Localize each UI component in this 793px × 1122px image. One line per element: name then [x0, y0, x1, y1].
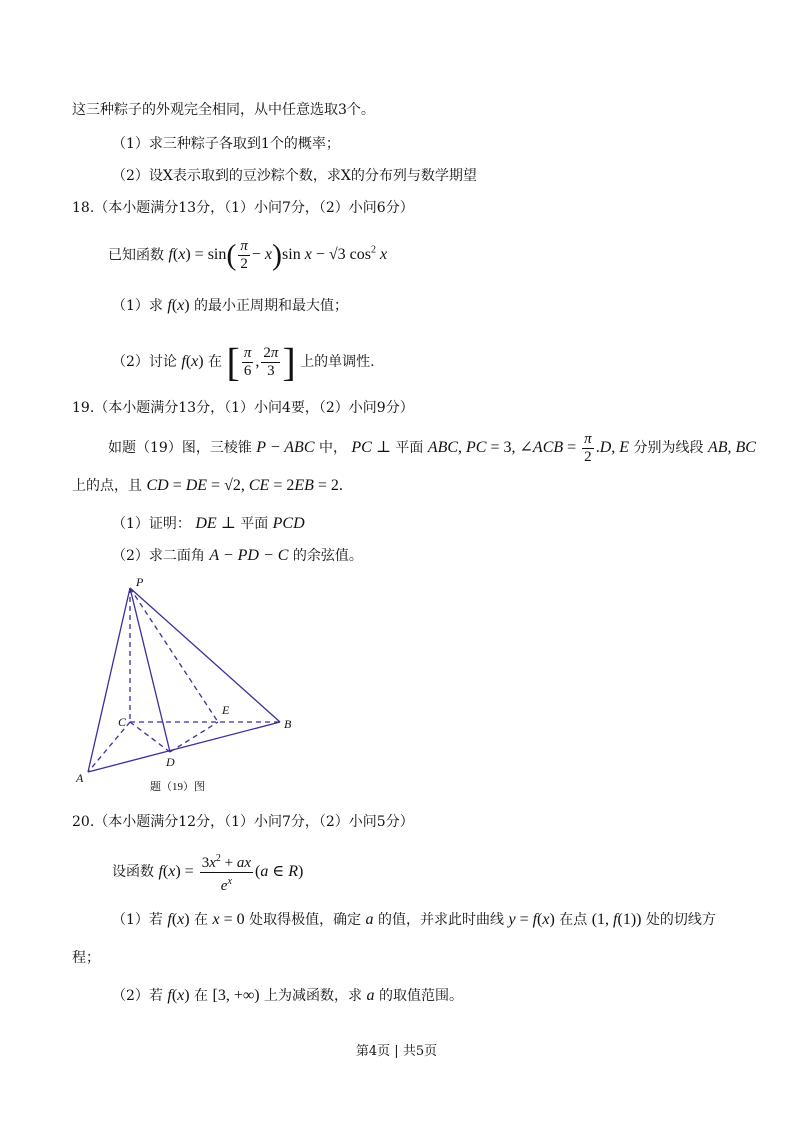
q18-part1-suffix: 的最小正周期和最大值； [194, 298, 349, 314]
q18-function-formula: f(x) = sin( $\frac{\pi}{2}$ − x)sin x − √3 $\cos^2 x$ [168, 238, 388, 273]
q20-fx: f(x) [167, 911, 190, 928]
q19-line1-mid2: 平面 [395, 440, 424, 456]
q20-a2: a [366, 987, 375, 1004]
q18-part2 [112, 339, 375, 385]
q19-dihedral: A − PD − C [209, 547, 289, 564]
label-c: C [118, 715, 127, 729]
q20-part2-mid: 在 [194, 988, 209, 1004]
q20-point: (1, f(1)) [591, 911, 642, 928]
q18-part2-suffix: 上的单调性. [300, 354, 375, 370]
q17-part2: （2）设X表示取到的豆沙粽个数，求X的分布列与数学期望 [112, 168, 477, 184]
q20-part1-wrap: 程； [72, 950, 100, 966]
q18-part2-prefix: （2）讨论 [112, 354, 177, 370]
q17-part1: （1）求三种粽子各取到1个的概率； [112, 136, 340, 152]
q20-part1-mid2: 处取得极值，确定 [249, 912, 362, 928]
q20-a: a [365, 911, 374, 928]
q20-part2-prefix: （2）若 [112, 988, 163, 1004]
q20-part2-mid2: 上为减函数，求 [264, 988, 363, 1004]
q20-part1-mid1: 在 [194, 912, 209, 928]
q20-part2-suffix: 的取值范围。 [378, 988, 463, 1004]
q19-pyramid: P − ABC [256, 439, 315, 456]
q19-part1 [112, 514, 305, 534]
q18-header: 18.（本小题满分13分，（1）小问7分，（2）小问6分） [72, 200, 414, 216]
page-footer: 第4页 | 共5页 [355, 1044, 438, 1059]
q19-line1-suffix: 分别为线段 [633, 440, 704, 456]
q19-pcd: PCD [272, 515, 305, 532]
q20-fx2: f(x) [167, 987, 190, 1004]
q20-x0: x = 0 [212, 911, 245, 928]
figure-caption: 题（19）图 [150, 781, 205, 793]
q19-line1 [108, 430, 756, 466]
q19-part2-suffix: 的余弦值。 [292, 548, 363, 564]
q19-line2-prefix: 上的点，且 [72, 478, 142, 494]
edge-pd [130, 588, 170, 752]
q19-de-perp: DE ⊥ [195, 515, 236, 532]
edge-de [170, 722, 218, 752]
q18-part1 [112, 296, 348, 316]
q20-part1-mid3: 的值，并求此时曲线 [378, 912, 504, 928]
q18-part2-mid: 在 [208, 354, 223, 370]
q19-lengths: CD = DE = √2, CE = 2EB = 2. [146, 477, 343, 494]
q18-interval: [ $\frac{\pi}{6}$ , $\frac{2\pi}{3}$ ] [226, 339, 296, 385]
q19-line2 [72, 476, 343, 496]
q20-header: 20.（本小题满分12分，（1）小问7分，（2）小问5分） [72, 814, 414, 830]
label-p: P [136, 575, 144, 589]
q18-part1-prefix: （1）求 [112, 298, 163, 314]
edge-pa [88, 588, 130, 772]
q17-intro: 这三种粽子的外观完全相同，从中任意选取3个。 [72, 102, 375, 118]
q19-part2-prefix: （2）求二面角 [112, 548, 205, 564]
q20-part1-mid4: 在点 [559, 912, 588, 928]
q18-given-prefix: 已知函数 [108, 247, 164, 264]
q19-part1-text: （1）证明： [112, 516, 191, 532]
label-e: E [222, 703, 230, 717]
edge-ab [88, 722, 280, 772]
q19-conditions: ABC, PC = 3, ∠ACB = $\frac{\pi}{2}$ .D, E [427, 430, 630, 465]
q19-line1-prefix: 如题（19）图，三棱锥 [108, 440, 252, 456]
q18-fx2: f(x) [181, 353, 204, 370]
label-a: A [76, 771, 84, 785]
q18-given [108, 234, 387, 273]
q20-part2 [112, 986, 463, 1006]
q19-part1-plane: 平面 [240, 516, 269, 532]
q19-part2 [112, 546, 363, 566]
q20-part1-suffix: 处的切线方 [645, 912, 716, 928]
q20-function-formula: f(x) = $\frac{3x^2 + ax}{e^x}$ (a ∈ R) [158, 863, 303, 880]
label-b: B [284, 717, 292, 731]
q19-segments: AB, BC [707, 439, 756, 456]
q19-pyramid-figure [70, 574, 310, 800]
label-d: D [166, 755, 175, 769]
q20-part1 [112, 910, 716, 930]
q19-line1-mid1: 中， [318, 440, 347, 456]
q20-given-prefix: 设函数 [112, 864, 154, 881]
q20-given [112, 850, 303, 895]
q20-curve: y = f(x) [508, 911, 555, 928]
q19-header: 19.（本小题满分13分，（1）小问4要，（2）小问9分） [72, 400, 414, 416]
q20-interval: [3, +∞) [212, 987, 260, 1004]
q20-part1-prefix: （1）若 [112, 912, 163, 928]
q19-pc-perp: PC ⊥ [351, 439, 391, 456]
q18-fx: f(x) [167, 297, 190, 314]
